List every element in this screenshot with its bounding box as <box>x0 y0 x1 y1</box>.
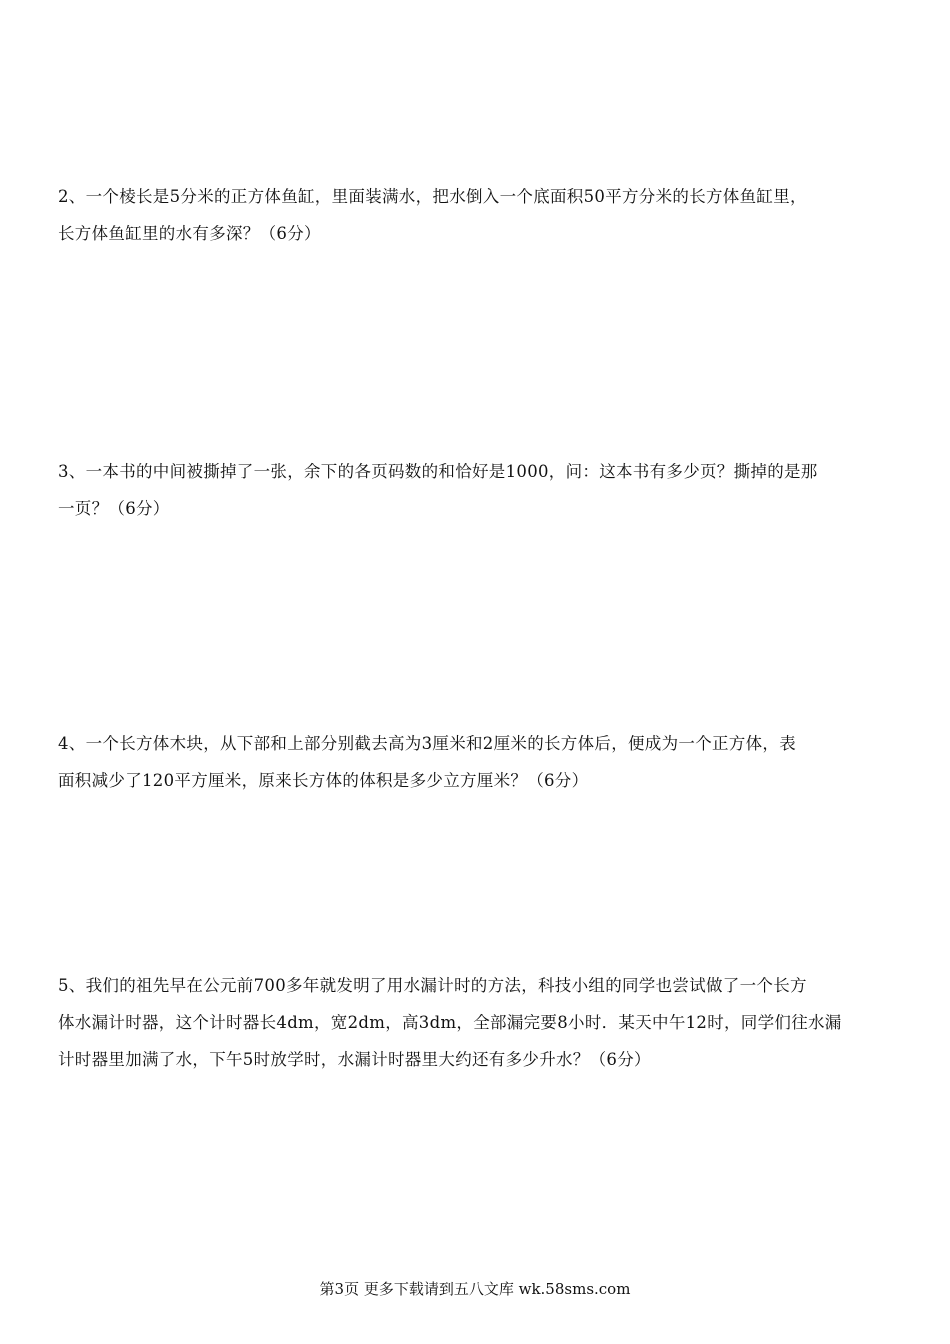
question-line: 2、一个棱长是5分米的正方体鱼缸，里面装满水，把水倒入一个底面积50平方分米的长方体鱼缸里， <box>58 187 807 206</box>
page-footer: 第3页 更多下载请到五八文库 wk.58sms.com <box>319 1280 631 1298</box>
question-line: 4、一个长方体木块，从下部和上部分别截去高为3厘米和2厘米的长方体后，便成为一个正方体，表 <box>58 734 796 753</box>
question-2 <box>58 178 898 252</box>
question-line: 长方体鱼缸里的水有多深？（6分） <box>58 224 321 243</box>
question-line: 一页？（6分） <box>58 499 170 518</box>
question-line: 3、一本书的中间被撕掉了一张，余下的各页码数的和恰好是1000，问：这本书有多少页？撕掉的是那 <box>58 462 818 481</box>
question-line: 面积减少了120平方厘米，原来长方体的体积是多少立方厘米？（6分） <box>58 771 589 790</box>
question-4 <box>58 725 898 799</box>
question-3 <box>58 453 898 527</box>
question-line: 体水漏计时器，这个计时器长4dm，宽2dm，高3dm，全部漏完要8小时．某天中午12时，同学们往水漏 <box>58 1013 842 1032</box>
question-line: 5、我们的祖先早在公元前700多年就发明了用水漏计时的方法，科技小组的同学也尝试做了一个长方 <box>58 976 807 995</box>
question-line: 计时器里加满了水，下午5时放学时，水漏计时器里大约还有多少升水？（6分） <box>58 1050 651 1069</box>
question-5 <box>58 967 898 1078</box>
